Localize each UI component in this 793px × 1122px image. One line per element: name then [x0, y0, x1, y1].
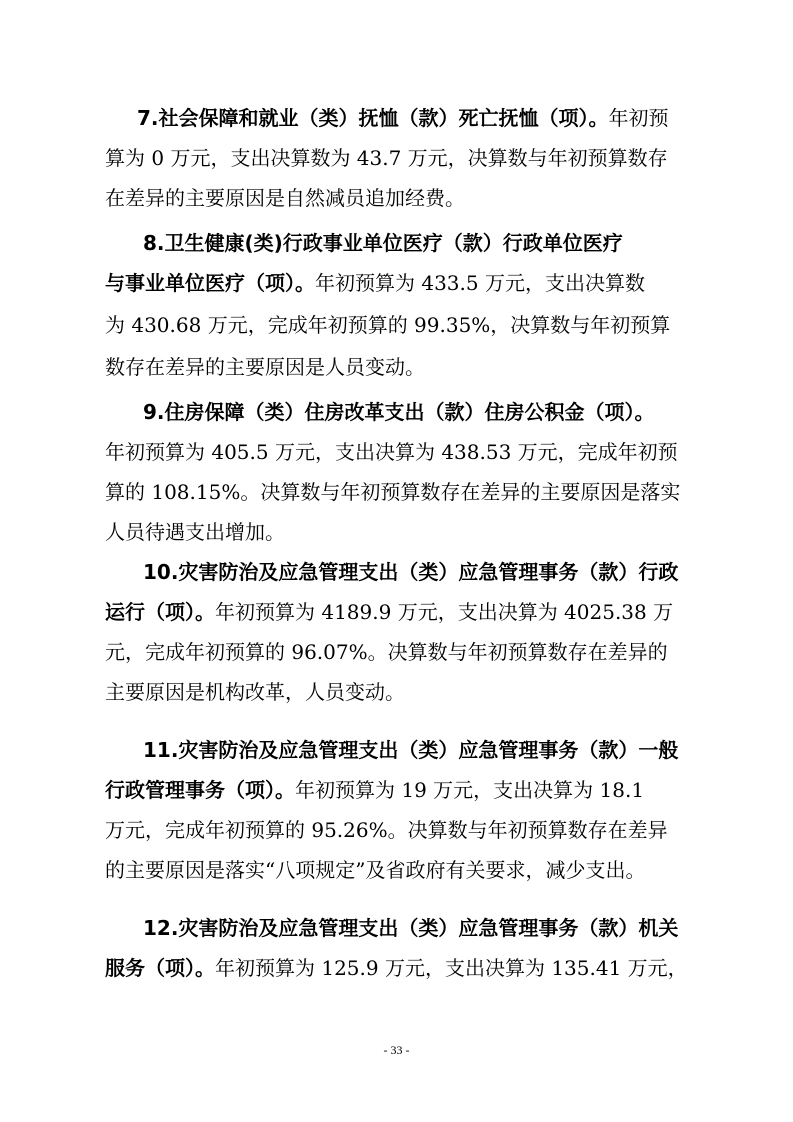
paragraph-9-text: 算的 108.15%。决算数与年初预算数存在差异的主要原因是落实	[105, 480, 681, 504]
paragraph-10-line-4	[105, 677, 693, 707]
paragraph-10-line-1	[143, 557, 693, 587]
paragraph-9-heading: 9.住房保障（类）住房改革支出（款）住房公积金（项）。	[143, 400, 655, 424]
paragraph-8-line-4	[105, 352, 670, 382]
paragraph-9-line-1	[143, 397, 693, 427]
paragraph-7-line-3	[105, 183, 690, 213]
paragraph-11-line-3	[105, 815, 693, 845]
paragraph-10-heading: 10.灾害防治及应急管理支出（类）应急管理事务（款）行政	[143, 560, 679, 584]
paragraph-7-text: 算为 0 万元，支出决算数为 43.7 万元，决算数与年初预算数存	[105, 146, 668, 170]
paragraph-8-text: 为 430.68 万元，完成年初预算的 99.35%，决算数与年初预算	[105, 313, 671, 337]
paragraph-12-line-2	[105, 953, 693, 983]
paragraph-12-heading: 12.灾害防治及应急管理支出（类）应急管理事务（款）机关	[143, 916, 679, 940]
paragraph-8-heading: 与事业单位医疗（项）。	[105, 271, 315, 295]
paragraph-7-text: 在差异的主要原因是自然减员追加经费。	[105, 186, 465, 210]
paragraph-7-line-2	[105, 143, 690, 173]
paragraph-11-line-4	[105, 855, 693, 885]
paragraph-10-heading: 运行（项）。	[105, 600, 215, 624]
paragraph-11-line-2	[105, 775, 693, 805]
paragraph-12-text: 年初预算为 125.9 万元，支出决算为 135.41 万元，	[215, 956, 688, 980]
paragraph-10-line-2	[105, 597, 693, 627]
paragraph-10-text: 年初预算为 4189.9 万元，支出决算为 4025.38 万	[215, 600, 674, 624]
paragraph-8-heading: 8.卫生健康(类)行政事业单位医疗（款）行政单位医疗	[143, 231, 623, 255]
paragraph-11-text: 的主要原因是落实“八项规定”及省政府有关要求，减少支出。	[105, 858, 646, 882]
paragraph-8-text: 年初预算为 433.5 万元，支出决算数	[315, 271, 645, 295]
paragraph-8-line-2	[105, 268, 670, 298]
paragraph-8-line-3	[105, 310, 670, 340]
paragraph-8-text: 数存在差异的主要原因是人员变动。	[105, 355, 425, 379]
paragraph-7-heading: 7.社会保障和就业（类）抚恤（款）死亡抚恤（项）。	[137, 106, 609, 130]
paragraph-9-text: 年初预算为 405.5 万元，支出决算为 438.53 万元，完成年初预	[105, 440, 678, 464]
paragraph-9-text: 人员待遇支出增加。	[105, 520, 285, 544]
paragraph-7-line-1	[137, 103, 687, 133]
paragraph-11-text: 年初预算为 19 万元，支出决算为 18.1	[295, 778, 645, 802]
paragraph-11-heading: 行政管理事务（项）。	[105, 778, 295, 802]
paragraph-9-line-2	[105, 437, 693, 467]
paragraph-10-text: 主要原因是机构改革，人员变动。	[105, 680, 405, 704]
paragraph-9-line-4	[105, 517, 693, 547]
paragraph-11-line-1	[143, 735, 693, 765]
paragraph-8-line-1	[143, 228, 673, 258]
paragraph-12-line-1	[143, 913, 693, 943]
paragraph-11-heading: 11.灾害防治及应急管理支出（类）应急管理事务（款）一般	[143, 738, 679, 762]
paragraph-9-line-3	[105, 477, 693, 507]
paragraph-10-text: 元，完成年初预算的 96.07%。决算数与年初预算数存在差异的	[105, 640, 668, 664]
paragraph-12-heading: 服务（项）。	[105, 956, 215, 980]
page-number: - 33 -	[383, 1043, 410, 1057]
paragraph-7-text: 年初预	[608, 106, 669, 130]
paragraph-11-text: 万元，完成年初预算的 95.26%。决算数与年初预算数存在差异	[105, 818, 668, 842]
paragraph-10-line-3	[105, 637, 693, 667]
